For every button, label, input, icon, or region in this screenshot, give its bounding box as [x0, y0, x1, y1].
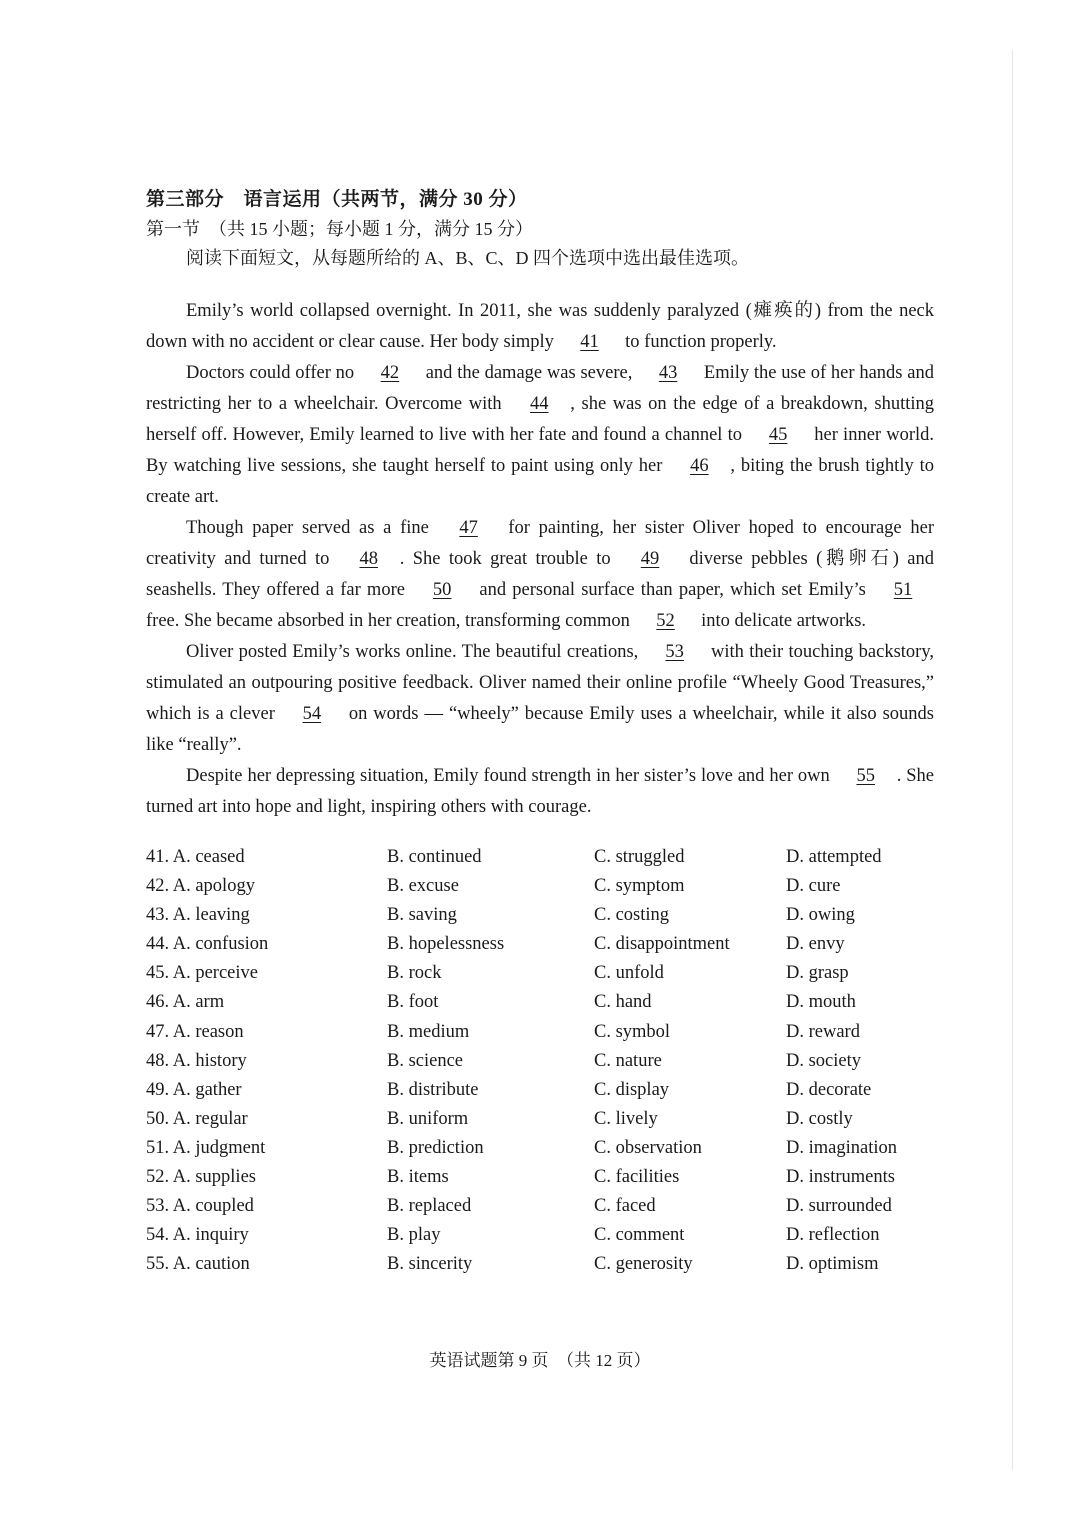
option-row: [146, 843, 934, 872]
blank-54: 54: [302, 704, 322, 724]
option-row: [146, 872, 934, 901]
passage-paragraph: [146, 358, 934, 513]
passage-text: and personal surface than paper, which set Emily’s: [473, 580, 873, 600]
option-c: C. symptom: [594, 876, 685, 897]
passage-text: for painting, her sister Oliver hoped to encourage her creativity and turned to: [146, 518, 934, 569]
option-c: C. unfold: [594, 963, 664, 984]
option-row: [146, 988, 934, 1017]
option-b: B. replaced: [387, 1196, 472, 1217]
option-row: [146, 1047, 934, 1076]
option-b: B. hopelessness: [387, 934, 505, 955]
option-b: B. medium: [387, 1021, 470, 1042]
blank-45: 45: [768, 425, 788, 445]
passage-text: Emily the use of her hands and restricting her to a wheelchair. Overcome with: [146, 363, 934, 414]
passage-text: her inner world. By watching live sessions, she taught herself to paint using only her: [146, 425, 935, 476]
option-d: D. surrounded: [786, 1196, 892, 1217]
passage-text: with their touching backstory, stimulated an outpouring positive feedback. Oliver named their online profile “Wheely Good Treasures,” which is a clever: [146, 642, 934, 724]
option-row: [146, 959, 934, 988]
option-c: C. facilities: [594, 1167, 680, 1188]
option-b: B. foot: [387, 992, 439, 1013]
option-b: B. saving: [387, 905, 457, 926]
passage-text: free. She became absorbed in her creation, transforming common: [146, 611, 635, 631]
exam-page: [146, 186, 934, 1279]
option-row: [146, 1192, 934, 1221]
option-a: 55. A. caution: [146, 1254, 250, 1275]
option-row: [146, 1163, 934, 1192]
option-row: [146, 1018, 934, 1047]
option-d: D. imagination: [786, 1137, 897, 1158]
option-d: D. decorate: [786, 1079, 872, 1100]
option-d: D. owing: [786, 905, 855, 926]
option-d: D. attempted: [786, 847, 882, 867]
option-row: [146, 1134, 934, 1163]
option-a: 48. A. history: [146, 1050, 247, 1071]
blank-50: 50: [432, 580, 452, 600]
passage-paragraph: [146, 637, 934, 761]
option-d: D. grasp: [786, 963, 849, 984]
option-b: B. play: [387, 1225, 441, 1246]
blank-47: 47: [459, 518, 478, 538]
option-c: C. comment: [594, 1225, 685, 1246]
blank-46: 46: [690, 456, 709, 476]
option-a: 54. A. inquiry: [146, 1225, 249, 1246]
option-d: D. optimism: [786, 1254, 879, 1275]
option-a: 47. A. reason: [146, 1021, 244, 1042]
option-a: 44. A. confusion: [146, 934, 269, 955]
blank-44: 44: [530, 394, 549, 414]
passage-paragraph: [146, 296, 934, 358]
option-row: [146, 1250, 934, 1279]
option-row: [146, 1076, 934, 1105]
option-c: C. disappointment: [594, 934, 730, 955]
passage-text: Though paper served as a fine: [186, 518, 438, 538]
passage-text: Emily’s world collapsed overnight. In 2011, she was suddenly paralyzed (瘫痪的) from the neck down with no accident or clear cause. Her body simply: [146, 301, 934, 352]
blank-55: 55: [856, 766, 875, 786]
instruction: 阅读下面短文，从每题所给的 A、B、C、D 四个选项中选出最佳选项。: [186, 248, 750, 268]
option-b: B. continued: [387, 847, 482, 867]
option-a: 41. A. ceased: [146, 847, 245, 867]
option-b: B. sincerity: [387, 1254, 473, 1275]
option-a: 53. A. coupled: [146, 1196, 254, 1217]
passage-text: , she was on the edge of a breakdown, shutting herself off. However, Emily learned to live with her fate and found a channel to: [146, 394, 934, 445]
blank-53: 53: [665, 642, 684, 662]
option-d: D. envy: [786, 934, 845, 955]
option-c: C. generosity: [594, 1254, 693, 1275]
option-row: [146, 930, 934, 959]
option-b: B. uniform: [387, 1108, 469, 1129]
option-c: C. nature: [594, 1050, 662, 1071]
option-c: C. observation: [594, 1137, 702, 1158]
option-a: 45. A. perceive: [146, 963, 258, 984]
blank-43: 43: [658, 363, 678, 383]
option-c: C. costing: [594, 905, 670, 926]
passage-text: and the damage was severe,: [420, 363, 638, 383]
option-row: [146, 901, 934, 930]
option-a: 52. A. supplies: [146, 1167, 256, 1188]
option-a: 51. A. judgment: [146, 1137, 266, 1158]
passage-text: , biting the brush tightly to create art.: [146, 456, 934, 507]
option-c: C. struggled: [594, 847, 685, 867]
passage-text: to function properly.: [620, 332, 777, 352]
option-row: [146, 1221, 934, 1250]
option-c: C. symbol: [594, 1021, 671, 1042]
blank-52: 52: [656, 611, 675, 631]
option-a: 49. A. gather: [146, 1079, 242, 1100]
option-c: C. faced: [594, 1196, 656, 1217]
option-c: C. hand: [594, 992, 652, 1013]
cloze-passage: [146, 296, 934, 823]
option-a: 46. A. arm: [146, 992, 225, 1013]
option-row: [146, 1105, 934, 1134]
passage-text: Doctors could offer no: [186, 363, 359, 383]
passage-paragraph: [146, 513, 934, 637]
option-b: B. science: [387, 1050, 464, 1071]
option-d: D. reward: [786, 1021, 860, 1042]
answer-options: [146, 843, 934, 1279]
passage-text: Oliver posted Emily’s works online. The beautiful creations,: [186, 642, 644, 662]
option-d: D. reflection: [786, 1225, 880, 1246]
option-b: B. excuse: [387, 876, 459, 897]
option-a: 50. A. regular: [146, 1108, 248, 1129]
subsection-title: 第一节 （共 15 小题；每小题 1 分，满分 15 分）: [146, 219, 533, 239]
option-a: 42. A. apology: [146, 876, 255, 897]
option-d: D. costly: [786, 1108, 853, 1129]
passage-text: Despite her depressing situation, Emily found strength in her sister’s love and her own: [186, 766, 835, 786]
passage-text: on words — “wheely” because Emily uses a wheelchair, while it also sounds like “really”.: [146, 704, 934, 755]
option-d: D. instruments: [786, 1167, 895, 1188]
page-edge-line: [1012, 50, 1013, 1470]
option-b: B. distribute: [387, 1079, 479, 1100]
option-c: C. display: [594, 1079, 670, 1100]
blank-49: 49: [640, 549, 660, 569]
option-d: D. society: [786, 1050, 862, 1071]
passage-text: into delicate artworks.: [696, 611, 867, 631]
option-b: B. rock: [387, 963, 442, 984]
option-b: B. prediction: [387, 1137, 484, 1158]
option-b: B. items: [387, 1167, 449, 1188]
blank-41: 41: [580, 332, 599, 352]
passage-text: . She turned art into hope and light, inspiring others with courage.: [146, 766, 935, 817]
option-a: 43. A. leaving: [146, 905, 250, 926]
passage-text: diverse pebbles (鹅卵石) and seashells. They offered a far more: [146, 549, 935, 600]
option-d: D. cure: [786, 876, 841, 897]
passage-paragraph: [146, 761, 934, 823]
option-d: D. mouth: [786, 992, 856, 1013]
passage-text: . She took great trouble to: [399, 549, 620, 569]
blank-48: 48: [359, 549, 378, 569]
option-c: C. lively: [594, 1108, 658, 1129]
blank-42: 42: [380, 363, 400, 383]
blank-51: 51: [893, 580, 913, 600]
section-title: 第三部分 语言运用（共两节，满分 30 分）: [146, 189, 528, 210]
page-footer: 英语试题第 9 页 （共 12 页）: [429, 1351, 651, 1370]
